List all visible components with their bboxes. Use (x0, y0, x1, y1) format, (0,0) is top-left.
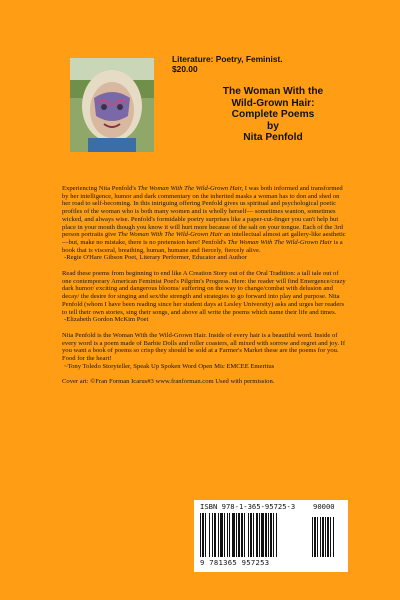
barcode-bar (205, 513, 206, 557)
title-line: Complete Poems (231, 109, 315, 121)
title-line: by (267, 120, 279, 132)
book-title-ref: The Woman With The Wild-Grown Hair, (137, 185, 244, 192)
barcode-bar (218, 513, 219, 557)
blurb-paragraph: Nita Penfold is the Woman With the Wild-Grown Hair. Inside of every hair is a beautiful word. Inside of every word is a poem made of Barbie Dolls and roller coasters, all mixed with sorrow and regret and joy. If you want a book of poems so crisp they should be sold at a Farmer's Market these are the poems for you. Food for the heart! (62, 331, 346, 363)
barcode-bar (259, 513, 260, 557)
blurbs (62, 185, 348, 386)
blurb-signature: -Elizabeth Gordon McKim Poet (64, 316, 149, 324)
barcode-bar (238, 513, 240, 557)
barcode-bar (327, 517, 329, 557)
barcode-bar (270, 513, 272, 557)
barcode-bar (202, 513, 204, 557)
barcode-bar (333, 517, 334, 557)
isbn-barcode (194, 500, 348, 572)
barcode-bar (214, 513, 216, 557)
barcode-bar (232, 513, 235, 557)
barcode-bar (330, 517, 331, 557)
title-line: Wild-Grown Hair: (231, 97, 315, 109)
barcode-bar (276, 513, 277, 557)
barcode-bar (241, 513, 243, 557)
barcode-bar (253, 513, 254, 557)
book-title-ref: The Woman With The Wild-Grown Hair (227, 238, 333, 246)
barcode-bar (273, 513, 274, 557)
barcode-bar (325, 517, 326, 557)
barcode-bar (314, 517, 316, 557)
blurb-text: is a book that is visceral, breathing, human, humane and fiercely, fiercely alive. (62, 238, 343, 254)
blurb-paragraph (62, 185, 348, 254)
title-line: The Woman With the (222, 86, 324, 97)
barcode-bar (320, 517, 321, 557)
book-title (170, 86, 376, 144)
barcode-bar (317, 517, 318, 557)
genre-price (172, 54, 372, 74)
barcode-bar (250, 513, 252, 557)
barcode-bar (261, 513, 264, 557)
book-title-ref: The Woman With The Wild-Grown Hair (117, 231, 223, 239)
blurb-signature: -Regie O'Hare Gibson Poet, Literary Performer, Educator and Author (64, 254, 247, 262)
blurb-text: I was both informed and transformed by her intelligence, humor and dark commentary on the inherited masks a woman has to don and shed on her road to self-becoming. In this intriguing offering Penfold gives us spiritual and psychological poetic profiles of the woman who is both many women and is wholly herself— sometimes wanton, sometimes wicked, and always wise. Penfold's formidable poetry surprises like a paper-cut-finger you can't help but place in your mouth though you know it will hurt more because of the salt on your tongue. Each of the 3rd person portraits give (62, 185, 343, 239)
barcode-bar (322, 517, 324, 557)
barcode-bar (268, 513, 269, 557)
barcode-bar (209, 513, 210, 557)
isbn-number: ISBN 978-1-365-95725-3 (200, 502, 296, 511)
barcode-bar (220, 513, 223, 557)
barcode-bar (227, 513, 228, 557)
barcode-bar (265, 513, 267, 557)
barcode-digits: 9 781365 957253 (200, 558, 270, 567)
barcode-bar (200, 513, 201, 557)
barcode-bar (224, 513, 225, 557)
barcode-bar (229, 513, 230, 557)
isbn-label (200, 502, 348, 511)
author-photo (70, 58, 154, 152)
barcode-bar (312, 517, 313, 557)
genre-label: Literature: Poetry, Feminist. (172, 54, 283, 64)
barcode-bars (200, 513, 346, 559)
price-code: 90000 (313, 502, 335, 511)
barcode-bar (244, 513, 245, 557)
price-label: $20.00 (172, 64, 198, 74)
barcode-bar (256, 513, 258, 557)
cover-art-credit: Cover art: ©Fran Forman Icarus#3 www.franforman.com Used with permission. (62, 378, 275, 386)
blurb-text: an intellectual almost art gallery-like aesthetic—but, make no mistake, there is no pretension here! Penfold's (62, 231, 346, 246)
blurb-paragraph: Read these poems from beginning to end like A Creation Story out of the Oral Tradition: a tall tale out of one contemporary American Feminist Poet's Pilgrim's Progress. Here: the reader will find Emergence/crazy dark humor/ exciting and dangerous blooms/ suffering on the way to change/combat with delusion and decay/ the desire for singing and sex/the strength and strategies to go forward into play and purpose. Nita Penfold (whom I have been reading since her student days at Lesley University) asks and urges her readers to tell their own stories, sing their songs, and above all write the poems which name their life and times. (62, 270, 346, 316)
blurb-text: Experiencing Nita Penfold's (62, 185, 138, 192)
barcode-bar (236, 513, 237, 557)
author-name: Nita Penfold (243, 132, 303, 144)
barcode-bar (248, 513, 249, 557)
blurb-signature: ~Tony Toledo Storyteller, Speak Up Spoken Word Open Mic EMCEE Emeritus (64, 362, 275, 370)
barcode-bar (212, 513, 213, 557)
